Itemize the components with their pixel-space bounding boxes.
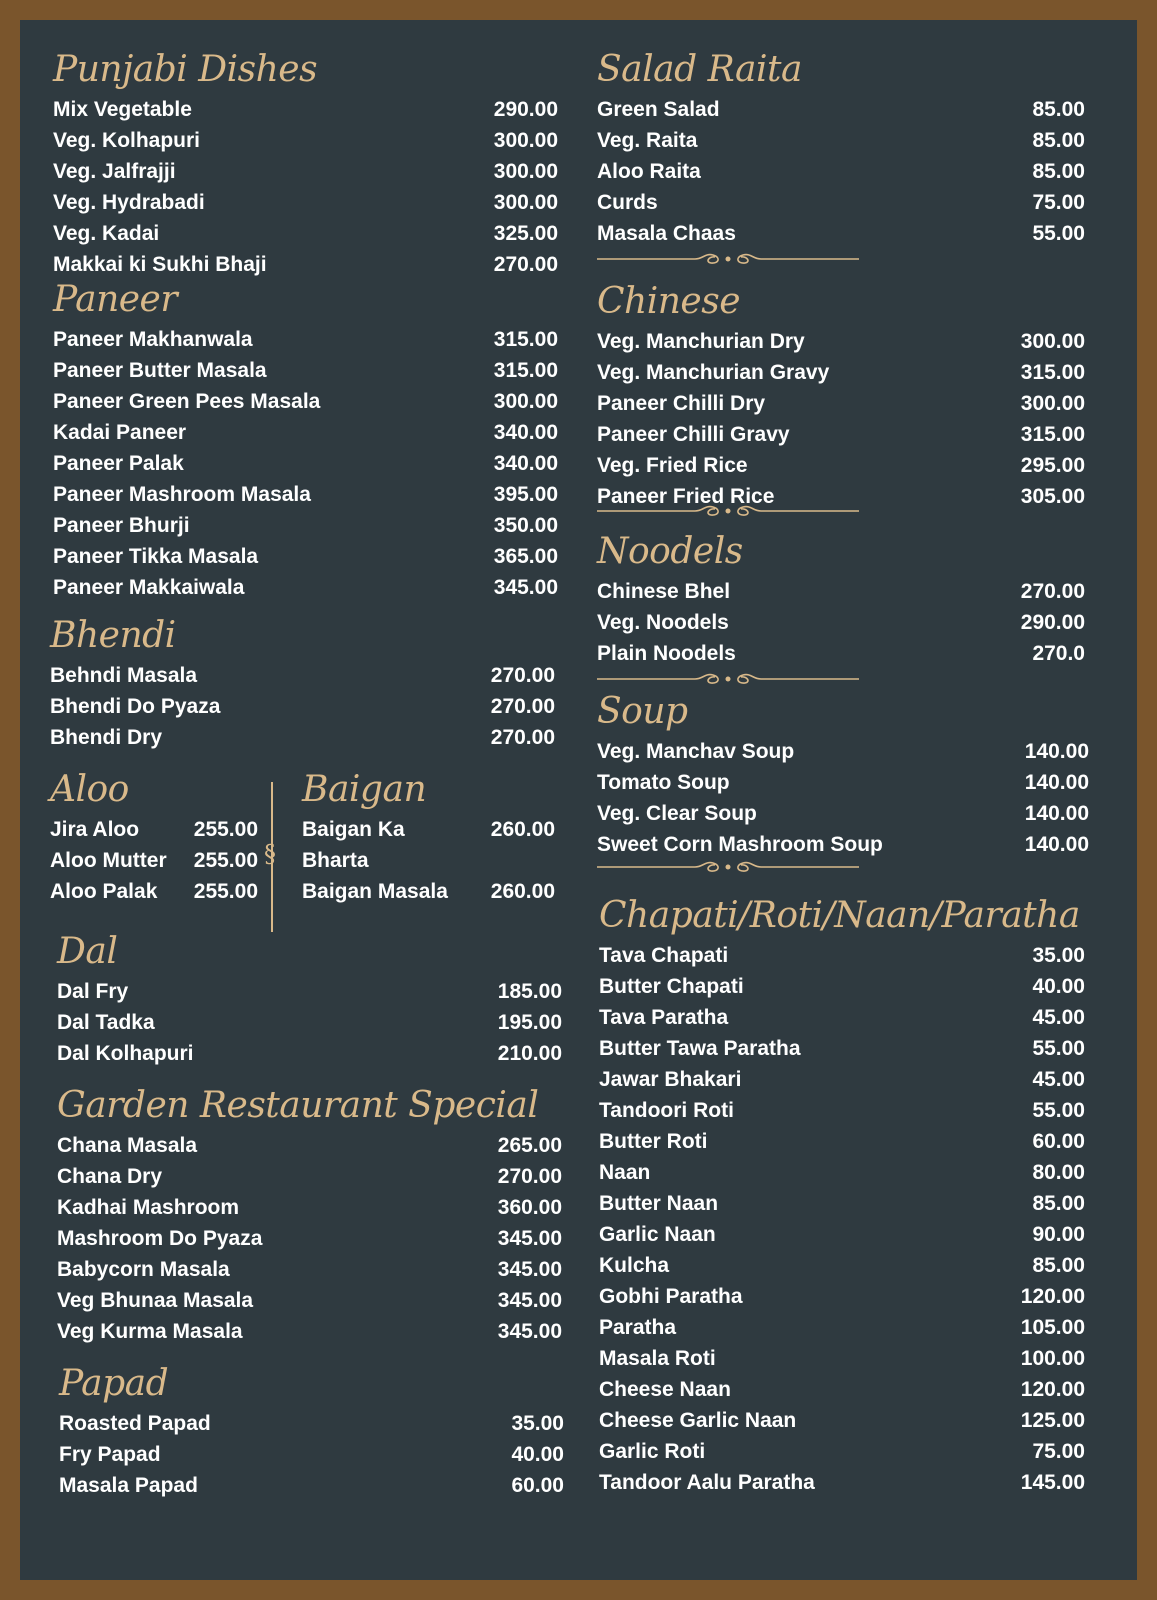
menu-item [597,218,1085,249]
menu-board [20,20,1137,1580]
section-title: Noodels [597,531,743,572]
menu-item [599,1033,1085,1064]
item-price: 300.00 [493,159,558,183]
item-name: Veg. Hydrabadi [53,190,205,214]
section-title: Chapati/Roti/Naan/Paratha [599,895,1080,936]
menu-item [53,94,558,125]
item-name: Roasted Papad [59,1411,211,1435]
menu-item [597,357,1085,388]
menu-item [597,187,1085,218]
item-name: Green Salad [597,97,720,121]
item-name: Veg. Clear Soup [597,801,757,825]
menu-item [597,388,1085,419]
item-name: Masala Roti [599,1346,716,1370]
section-title: Aloo [50,769,129,810]
item-price: 315.00 [1020,422,1085,446]
menu-item [50,691,555,722]
menu-item [599,1405,1085,1436]
divider-ornament [597,860,859,874]
section-title: Garden Restaurant Special [57,1085,539,1126]
menu-item [597,638,1085,669]
divider-ornament [597,252,859,266]
menu-item [57,1316,562,1347]
menu-item [597,576,1085,607]
section-title: Papad [59,1363,169,1404]
menu-item [50,722,555,753]
item-price: 125.00 [1020,1408,1085,1432]
item-price: 260.00 [490,879,555,903]
item-name: Paneer Palak [53,451,184,475]
item-name: Sweet Corn Mashroom Soup [597,832,883,856]
item-name: Aloo Raita [597,159,701,183]
item-price: 270.00 [493,252,558,276]
item-price: 90.00 [1032,1222,1085,1246]
menu-item [57,1007,562,1038]
item-price: 315.00 [493,327,558,351]
item-name: Butter Naan [599,1191,719,1215]
ornament-divider-icon [597,504,859,518]
section-aloo [50,770,258,907]
item-price: 75.00 [1032,1439,1085,1463]
menu-item [599,1374,1085,1405]
item-price: 345.00 [497,1257,562,1281]
item-price: 315.00 [1020,360,1085,384]
item-name: Bharta [302,848,369,872]
item-name: Chana Masala [57,1133,198,1157]
item-name: Veg. Raita [597,128,698,152]
section-baigan [302,770,555,907]
item-name: Paneer Tikka Masala [53,544,259,568]
item-price: 290.00 [493,97,558,121]
section-punjabi [53,50,558,280]
item-price: 270.00 [490,725,555,749]
item-price: 85.00 [1032,128,1085,152]
menu-item [599,971,1085,1002]
menu-item [597,419,1085,450]
item-price: 140.00 [1024,770,1089,794]
item-name: Veg. Manchav Soup [597,739,795,763]
ornament-divider-icon [597,672,859,686]
item-name: Paneer Makkaiwala [53,575,245,599]
menu-item [597,450,1085,481]
item-price: 60.00 [1032,1129,1085,1153]
item-price: 145.00 [1020,1470,1085,1494]
section-dal [57,932,562,1069]
item-price: 85.00 [1032,159,1085,183]
item-name: Garlic Naan [599,1222,716,1246]
item-name: Garlic Roti [599,1439,706,1463]
item-price: 360.00 [497,1195,562,1219]
menu-item [599,1219,1085,1250]
item-price: 45.00 [1032,1067,1085,1091]
menu-item [50,660,555,691]
section-breads [599,896,1085,1498]
item-name: Kulcha [599,1253,670,1277]
item-price: 255.00 [193,879,258,903]
ornament-divider-icon [597,860,859,874]
menu-item [597,798,1089,829]
item-name: Cheese Naan [599,1377,731,1401]
item-price: 40.00 [511,1442,564,1466]
item-name: Paneer Bhurji [53,513,190,537]
menu-item [599,1250,1085,1281]
item-name: Naan [599,1160,651,1184]
item-price: 140.00 [1024,801,1089,825]
section-title: Salad Raita [597,49,802,90]
item-name: Veg. Jalfrajji [53,159,176,183]
menu-item [50,876,258,907]
item-name: Tava Paratha [599,1005,729,1029]
menu-item [53,541,558,572]
item-price: 60.00 [511,1473,564,1497]
menu-item [53,355,558,386]
menu-item [597,607,1085,638]
menu-item [57,1285,562,1316]
item-price: 260.00 [490,817,555,841]
item-price: 105.00 [1020,1315,1085,1339]
item-name: Veg Bhunaa Masala [57,1288,254,1312]
item-price: 315.00 [493,358,558,382]
item-price: 55.00 [1032,221,1085,245]
section-title: Punjabi Dishes [53,49,318,90]
item-name: Behndi Masala [50,663,198,687]
menu-item [302,876,555,907]
item-name: Mix Vegetable [53,97,192,121]
section-title: Chinese [597,281,741,322]
item-name: Bhendi Dry [50,725,163,749]
item-price: 55.00 [1032,1036,1085,1060]
item-price: 80.00 [1032,1160,1085,1184]
section-soup [597,692,1089,860]
item-price: 395.00 [493,482,558,506]
menu-item [599,1064,1085,1095]
item-price: 300.00 [1020,329,1085,353]
divider-ornament [597,504,859,518]
section-bhendi [50,616,555,753]
menu-item [599,1188,1085,1219]
menu-item [599,1467,1085,1498]
item-name: Masala Chaas [597,221,736,245]
item-name: Baigan Masala [302,879,448,903]
menu-item [597,94,1085,125]
item-name: Veg. Manchurian Gravy [597,360,830,384]
item-name: Veg. Kadai [53,221,160,245]
section-salad [597,50,1085,249]
item-name: Fry Papad [59,1442,161,1466]
item-name: Tomato Soup [597,770,730,794]
item-name: Tandoori Roti [599,1098,734,1122]
section-paneer [53,280,558,603]
menu-item [57,1254,562,1285]
menu-item [57,1130,562,1161]
item-price: 185.00 [497,979,562,1003]
item-price: 85.00 [1032,1253,1085,1277]
item-price: 270.00 [490,663,555,687]
item-name: Tava Chapati [599,943,729,967]
item-price: 40.00 [1032,974,1085,998]
item-price: 255.00 [193,848,258,872]
menu-item [59,1470,564,1501]
item-price: 100.00 [1020,1346,1085,1370]
menu-item [57,976,562,1007]
item-name: Mashroom Do Pyaza [57,1226,263,1250]
item-name: Aloo Palak [50,879,158,903]
item-price: 35.00 [511,1411,564,1435]
menu-item [53,386,558,417]
section-noodels [597,532,1085,669]
menu-item [53,218,558,249]
item-name: Veg. Manchurian Dry [597,329,805,353]
item-price: 365.00 [493,544,558,568]
item-name: Babycorn Masala [57,1257,230,1281]
item-price: 305.00 [1020,484,1085,508]
item-name: Jawar Bhakari [599,1067,742,1091]
item-price: 300.00 [1020,391,1085,415]
item-name: Paneer Makhanwala [53,327,253,351]
item-name: Dal Tadka [57,1010,155,1034]
section-title: Paneer [53,279,178,320]
menu-item [53,249,558,280]
menu-item [599,1126,1085,1157]
item-price: 300.00 [493,190,558,214]
item-price: 300.00 [493,389,558,413]
ornament-divider-icon [597,252,859,266]
divider-ornament [597,672,859,686]
item-price: 255.00 [193,817,258,841]
menu-item [597,829,1089,860]
item-price: 340.00 [493,420,558,444]
menu-item [53,479,558,510]
menu-item [599,1343,1085,1374]
item-price: 345.00 [497,1288,562,1312]
section-chinese [597,282,1085,512]
menu-item [59,1408,564,1439]
item-price: 120.00 [1020,1377,1085,1401]
item-name: Veg Kurma Masala [57,1319,243,1343]
menu-item [597,736,1089,767]
item-name: Aloo Mutter [50,848,167,872]
item-price: 340.00 [493,451,558,475]
item-price: 270.0 [1032,641,1085,665]
item-price: 210.00 [497,1041,562,1065]
section-title: Soup [597,691,688,732]
item-name: Kadhai Mashroom [57,1195,240,1219]
item-name: Plain Noodels [597,641,736,665]
item-name: Paratha [599,1315,677,1339]
item-name: Veg. Fried Rice [597,453,748,477]
item-price: 140.00 [1024,832,1089,856]
item-name: Paneer Chilli Gravy [597,422,790,446]
item-name: Gobhi Paratha [599,1284,743,1308]
item-name: Butter Chapati [599,974,744,998]
item-name: Kadai Paneer [53,420,187,444]
item-price: 85.00 [1032,97,1085,121]
item-price: 345.00 [493,575,558,599]
section-title: Dal [57,931,118,972]
item-price: 300.00 [493,128,558,152]
menu-item [50,814,258,845]
item-price: 85.00 [1032,1191,1085,1215]
item-name: Tandoor Aalu Paratha [599,1470,815,1494]
menu-item [57,1161,562,1192]
item-price: 120.00 [1020,1284,1085,1308]
item-price: 45.00 [1032,1005,1085,1029]
menu-item [53,448,558,479]
menu-item [599,1002,1085,1033]
menu-item [599,1095,1085,1126]
item-price: 345.00 [497,1319,562,1343]
item-name: Butter Tawa Paratha [599,1036,801,1060]
item-name: Dal Kolhapuri [57,1041,194,1065]
menu-item [59,1439,564,1470]
menu-item [599,1312,1085,1343]
item-name: Baigan Ka [302,817,405,841]
item-price: 55.00 [1032,1098,1085,1122]
item-name: Chinese Bhel [597,579,731,603]
item-name: Paneer Green Pees Masala [53,389,321,413]
item-price: 270.00 [497,1164,562,1188]
section-title: Bhendi [50,615,176,656]
item-price: 270.00 [1020,579,1085,603]
item-name: Butter Roti [599,1129,708,1153]
menu-item [302,845,555,876]
item-name: Makkai ki Sukhi Bhaji [53,252,267,276]
item-name: Paneer Chilli Dry [597,391,766,415]
item-name: Veg. Noodels [597,610,729,634]
item-name: Cheese Garlic Naan [599,1408,797,1432]
menu-item [597,156,1085,187]
item-price: 345.00 [497,1226,562,1250]
section-papad [59,1364,564,1501]
item-name: Masala Papad [59,1473,198,1497]
swirl-ornament-icon: § [264,840,276,868]
menu-item [597,326,1085,357]
menu-item [599,940,1085,971]
item-name: Dal Fry [57,979,129,1003]
item-name: Bhendi Do Pyaza [50,694,221,718]
item-price: 75.00 [1032,190,1085,214]
item-price: 290.00 [1020,610,1085,634]
menu-item [57,1223,562,1254]
menu-item [53,324,558,355]
item-name: Jira Aloo [50,817,140,841]
menu-item [53,572,558,603]
item-name: Chana Dry [57,1164,163,1188]
menu-item [599,1157,1085,1188]
item-price: 140.00 [1024,739,1089,763]
section-special [57,1086,562,1347]
item-price: 350.00 [493,513,558,537]
menu-item [57,1038,562,1069]
menu-item [597,125,1085,156]
menu-item [597,767,1089,798]
menu-item [53,417,558,448]
item-price: 195.00 [497,1010,562,1034]
item-name: Paneer Fried Rice [597,484,775,508]
menu-item [302,814,555,845]
menu-item [53,187,558,218]
item-name: Curds [597,190,658,214]
item-price: 325.00 [493,221,558,245]
item-price: 35.00 [1032,943,1085,967]
item-name: Paneer Mashroom Masala [53,482,311,506]
item-name: Paneer Butter Masala [53,358,267,382]
menu-item [599,1436,1085,1467]
menu-item [53,156,558,187]
menu-item [53,510,558,541]
menu-item [599,1281,1085,1312]
item-price: 295.00 [1020,453,1085,477]
menu-item [53,125,558,156]
section-title: Baigan [302,769,427,810]
item-price: 265.00 [497,1133,562,1157]
menu-item [57,1192,562,1223]
item-price: 270.00 [490,694,555,718]
menu-item [50,845,258,876]
item-name: Veg. Kolhapuri [53,128,201,152]
